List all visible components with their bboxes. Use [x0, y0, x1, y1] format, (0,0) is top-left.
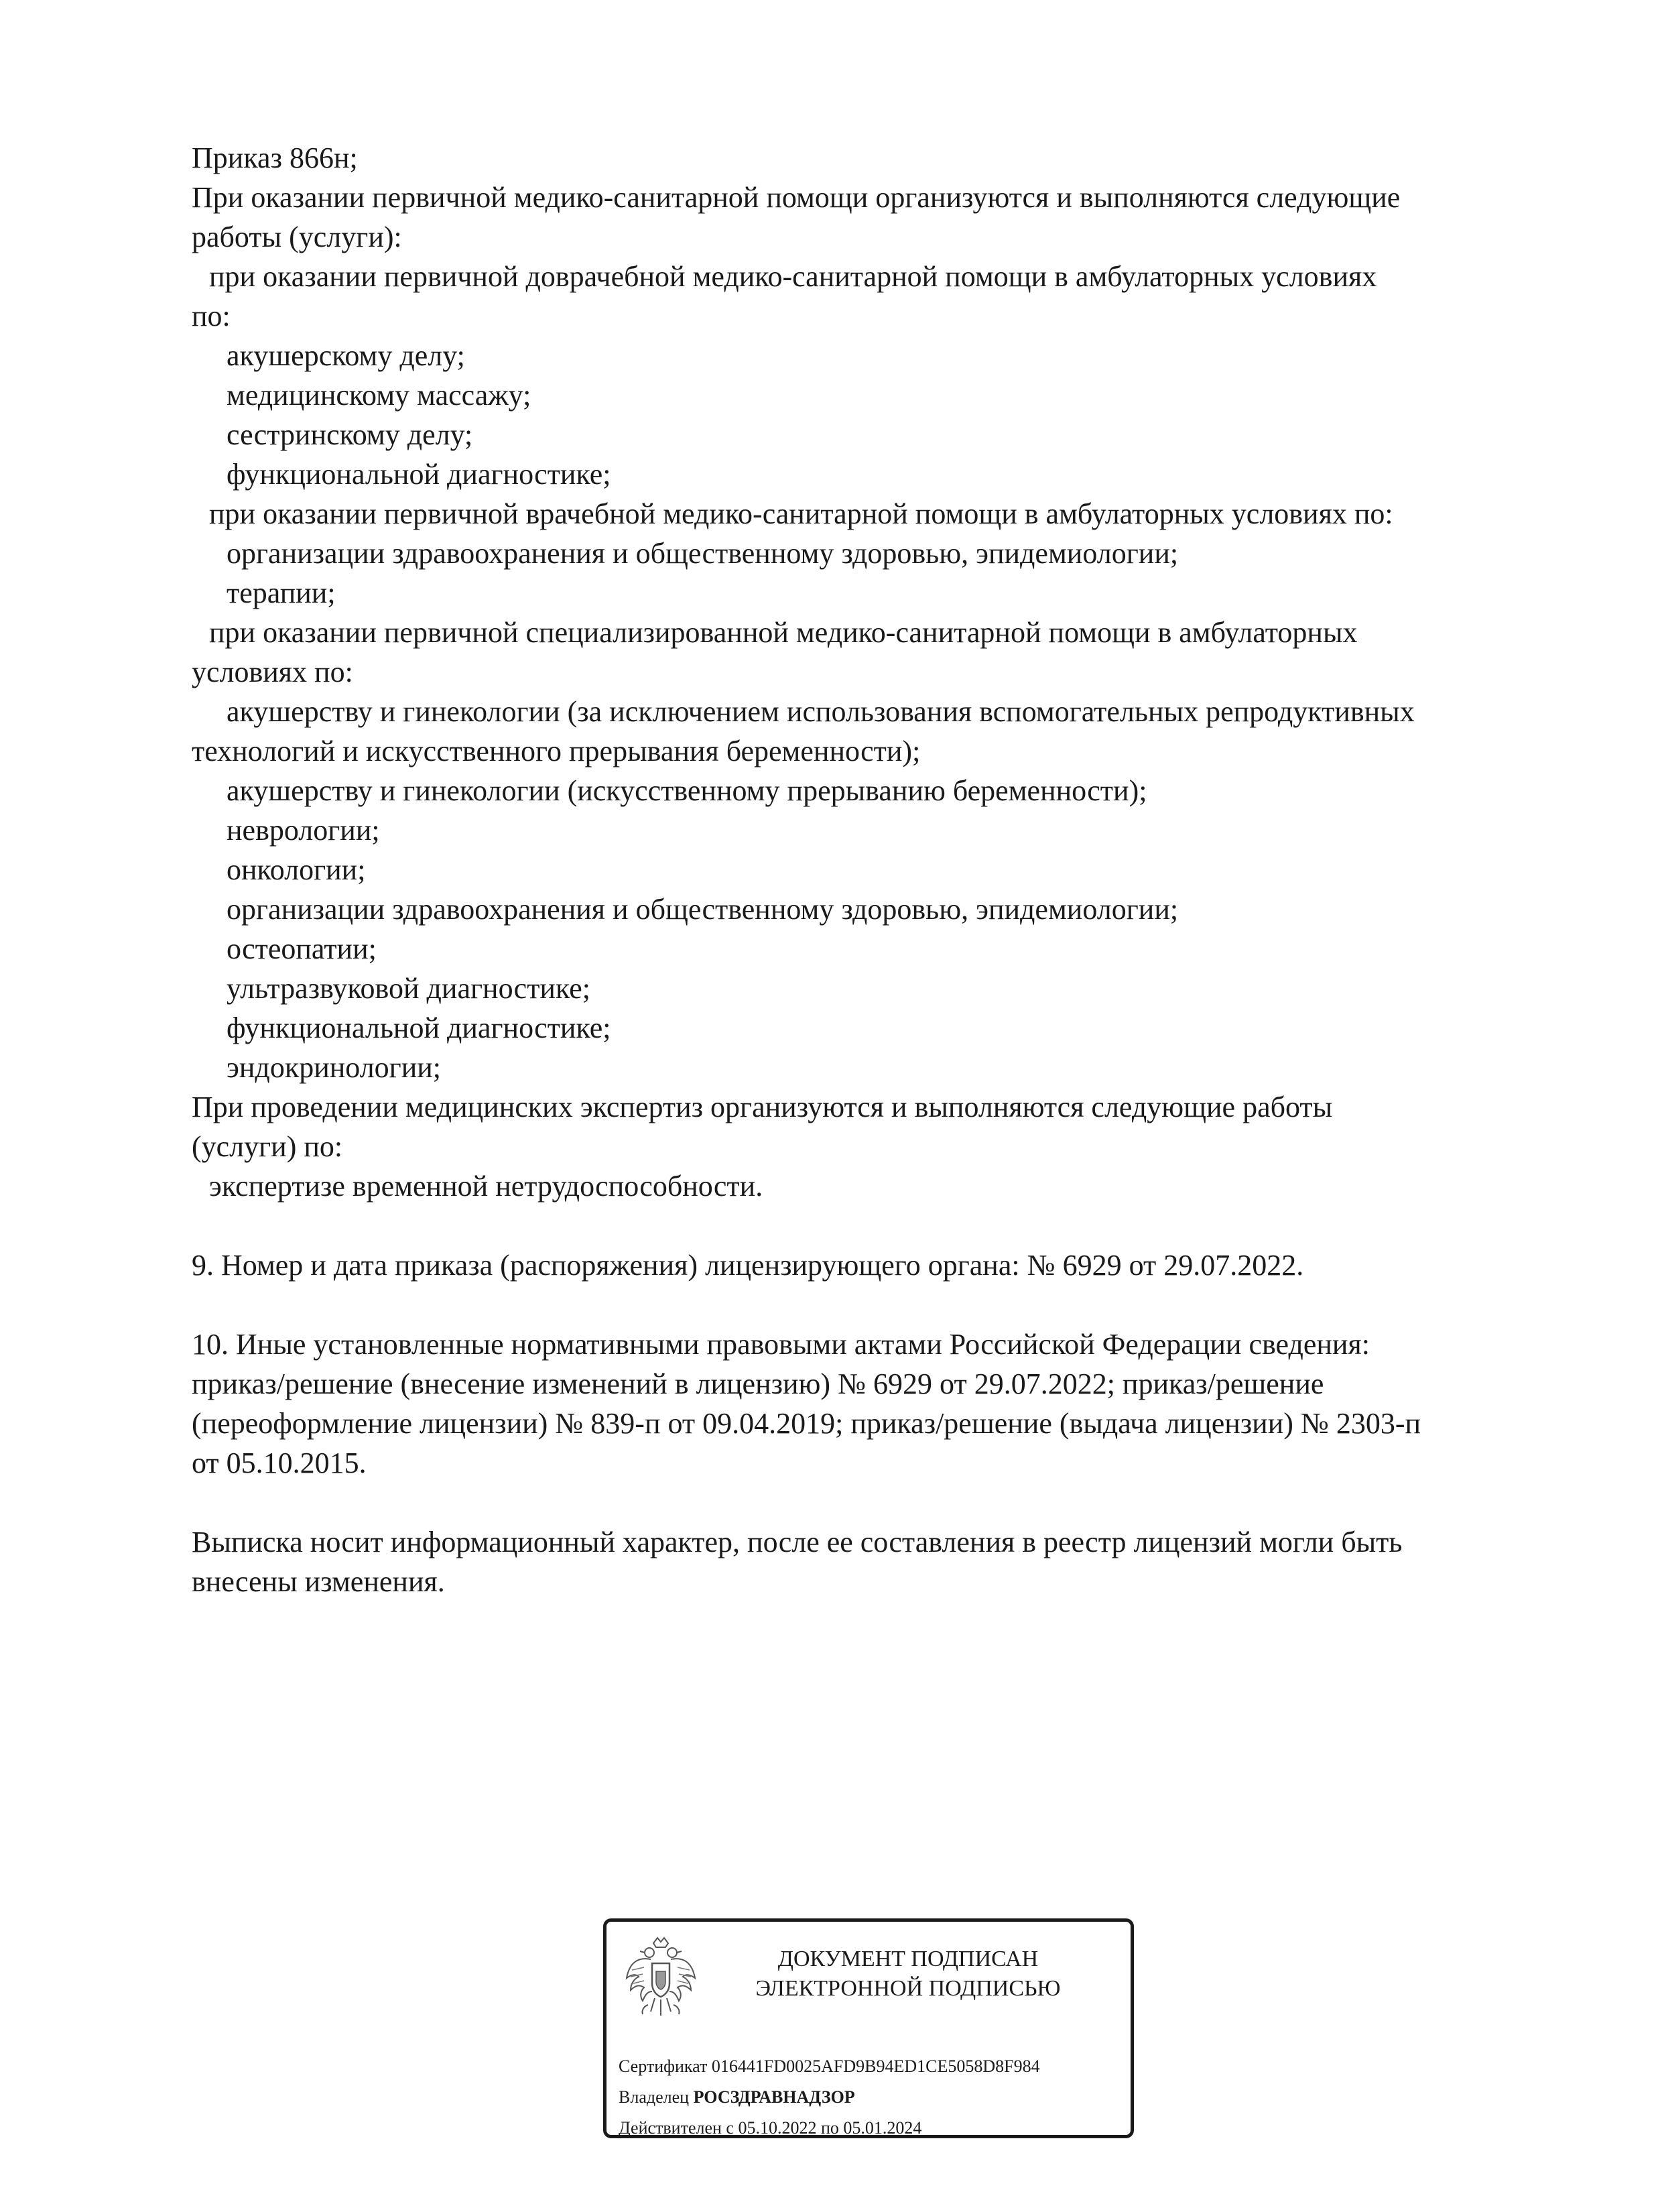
body-line: приказ/решение (внесение изменений в лицензию) № 6929 от 29.07.2022; приказ/решение — [192, 1367, 1324, 1400]
body-line: внесены изменения. — [192, 1565, 445, 1598]
body-line: акушерству и гинекологии (искусственному прерыванию беременности); — [227, 774, 1147, 807]
body-line: онкологии; — [227, 853, 366, 886]
body-line: терапии; — [227, 576, 336, 609]
body-line: организации здравоохранения и общественному здоровью, эпидемиологии; — [227, 537, 1179, 570]
body-line: медицинскому массажу; — [227, 379, 531, 412]
double-headed-eagle-emblem-icon — [624, 1937, 698, 2020]
body-line: акушерству и гинекологии (за исключением использования вспомогательных репродуктивных — [227, 695, 1415, 728]
body-line: сестринскому делу; — [227, 418, 473, 451]
body-line: При проведении медицинских экспертиз организуются и выполняются следующие работы — [192, 1091, 1333, 1123]
owner-value: РОСЗДРАВНАДЗОР — [693, 2087, 855, 2107]
body-line: 9. Номер и дата приказа (распоряжения) лицензирующего органа: № 6929 от 29.07.2022. — [192, 1249, 1304, 1282]
body-line: акушерскому делу; — [227, 339, 465, 372]
blank-line — [192, 1483, 1572, 1522]
document-body — [192, 138, 1572, 1601]
body-line: при оказании первичной врачебной медико-санитарной помощи в амбулаторных условиях по: — [209, 497, 1393, 530]
body-line: по: — [192, 300, 231, 332]
body-line: Выписка носит информационный характер, после ее составления в реестр лицензий могли быть — [192, 1526, 1403, 1558]
body-line: (переоформление лицензии) № 839-п от 09.04.2019; приказ/решение (выдача лицензии) № 2303-п — [192, 1407, 1421, 1440]
body-line: Приказ 866н; — [192, 141, 358, 174]
body-line: работы (услуги): — [192, 221, 402, 253]
body-line: 10. Иные установленные нормативными правовыми актами Российской Федерации сведения: — [192, 1328, 1370, 1361]
signature-owner — [619, 2087, 855, 2108]
body-line: при оказании первичной доврачебной медико-санитарной помощи в амбулаторных условиях — [209, 260, 1377, 293]
certificate-value: 016441FD0025AFD9B94ED1CE5058D8F984 — [711, 2056, 1040, 2076]
body-line: эндокринологии; — [227, 1051, 442, 1084]
body-line: (услуги) по: — [192, 1130, 343, 1163]
body-line: функциональной диагностике; — [227, 458, 611, 491]
body-line: при оказании первичной специализированной медико-санитарной помощи в амбулаторных — [209, 616, 1358, 649]
body-line: организации здравоохранения и общественному здоровью, эпидемиологии; — [227, 893, 1179, 926]
body-line: неврологии; — [227, 814, 380, 847]
signature-title — [707, 1945, 1109, 2004]
body-line: условиях по: — [192, 656, 353, 688]
blank-line — [192, 1285, 1572, 1325]
body-line: экспертизе временной нетрудоспособности. — [209, 1170, 763, 1203]
electronic-signature-stamp — [603, 1918, 1134, 2138]
signature-certificate — [619, 2056, 1040, 2077]
body-line: от 05.10.2015. — [192, 1447, 367, 1479]
body-line: ультразвуковой диагностике; — [227, 972, 591, 1005]
body-line: функциональной диагностике; — [227, 1011, 611, 1044]
signature-validity: Действителен с 05.10.2022 по 05.01.2024 — [619, 2118, 922, 2138]
body-line: остеопатии; — [227, 932, 377, 965]
body-line: технологий и искусственного прерывания беременности); — [192, 735, 921, 767]
signature-title-line-2: ЭЛЕКТРОННОЙ ПОДПИСЬЮ — [755, 1976, 1061, 2001]
body-line: При оказании первичной медико-санитарной помощи организуются и выполняются следующие — [192, 181, 1401, 214]
signature-title-line-1: ДОКУМЕНТ ПОДПИСАН — [777, 1947, 1039, 1971]
blank-line — [192, 1206, 1572, 1245]
certificate-label: Сертификат — [619, 2056, 708, 2076]
owner-label: Владелец — [619, 2087, 690, 2107]
